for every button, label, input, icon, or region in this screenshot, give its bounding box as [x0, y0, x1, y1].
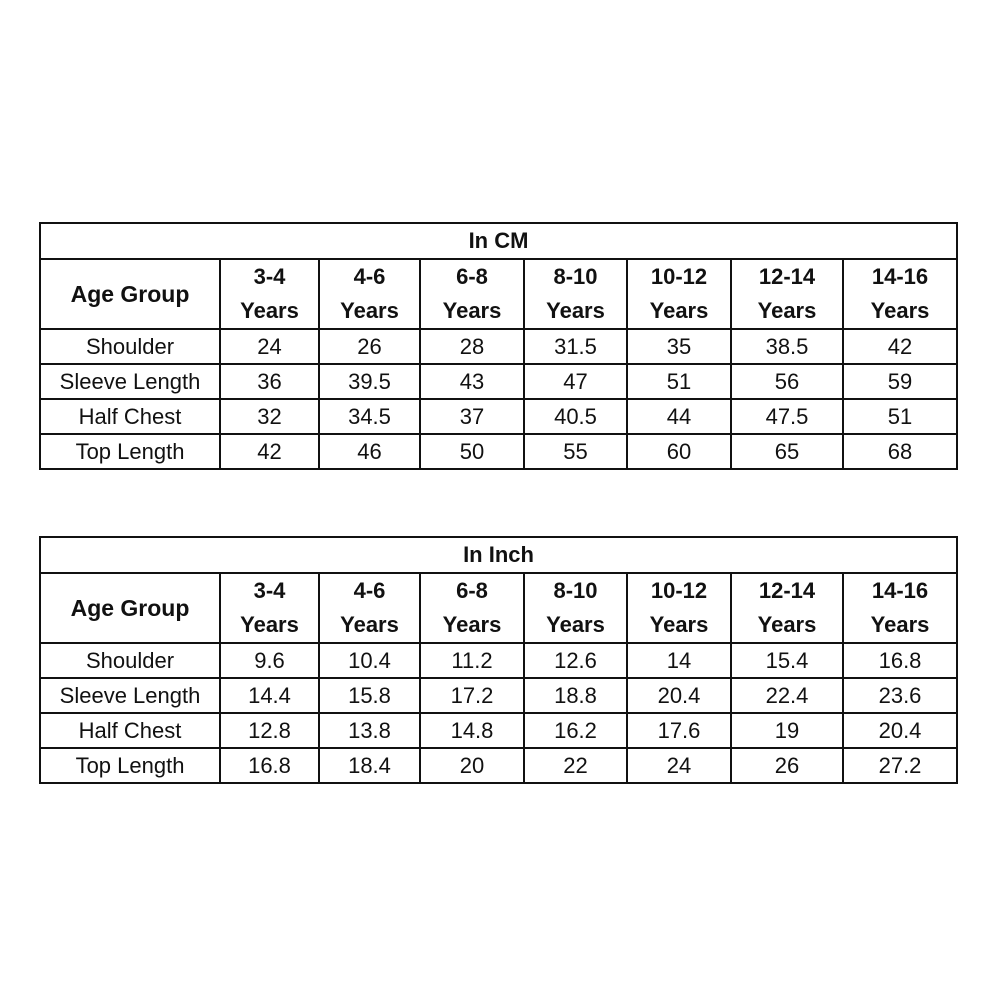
- table-cell: 26: [319, 329, 420, 364]
- column-header: 3-4 Years: [220, 259, 319, 329]
- column-header: 12-14 Years: [731, 573, 843, 643]
- table-cell: 18.4: [319, 748, 420, 783]
- row-label: Top Length: [40, 748, 220, 783]
- table-cell: 24: [627, 748, 731, 783]
- table-cell: 31.5: [524, 329, 627, 364]
- table-cell: 16.8: [843, 643, 957, 678]
- age-group-header: Age Group: [40, 573, 220, 643]
- table-cell: 32: [220, 399, 319, 434]
- table-cell: 47: [524, 364, 627, 399]
- column-header: 4-6 Years: [319, 259, 420, 329]
- row-label: Half Chest: [40, 713, 220, 748]
- row-label: Shoulder: [40, 329, 220, 364]
- table-cell: 16.8: [220, 748, 319, 783]
- row-label: Sleeve Length: [40, 678, 220, 713]
- table-cell: 40.5: [524, 399, 627, 434]
- table-cell: 20: [420, 748, 524, 783]
- header-row: [40, 573, 957, 643]
- size-table-cm: [39, 222, 958, 470]
- table-cell: 15.8: [319, 678, 420, 713]
- column-header: 8-10 Years: [524, 573, 627, 643]
- table-row: [40, 329, 957, 364]
- table-cell: 18.8: [524, 678, 627, 713]
- table-cell: 14.8: [420, 713, 524, 748]
- table-cell: 39.5: [319, 364, 420, 399]
- table-cell: 46: [319, 434, 420, 469]
- row-label: Top Length: [40, 434, 220, 469]
- table-cell: 10.4: [319, 643, 420, 678]
- header-row: [40, 259, 957, 329]
- table-row: [40, 713, 957, 748]
- column-header: 10-12 Years: [627, 259, 731, 329]
- size-table-inch: [39, 536, 958, 784]
- column-header: 10-12 Years: [627, 573, 731, 643]
- table-cell: 47.5: [731, 399, 843, 434]
- table-title: In CM: [40, 223, 957, 259]
- table-cell: 55: [524, 434, 627, 469]
- table-cell: 22.4: [731, 678, 843, 713]
- table-cell: 42: [220, 434, 319, 469]
- table-cell: 65: [731, 434, 843, 469]
- table-cell: 50: [420, 434, 524, 469]
- table-row: [40, 399, 957, 434]
- table-cell: 35: [627, 329, 731, 364]
- column-header: 4-6 Years: [319, 573, 420, 643]
- table-row: [40, 364, 957, 399]
- table-cell: 16.2: [524, 713, 627, 748]
- column-header: 8-10 Years: [524, 259, 627, 329]
- table-cell: 11.2: [420, 643, 524, 678]
- table-cell: 23.6: [843, 678, 957, 713]
- table-cell: 27.2: [843, 748, 957, 783]
- table-cell: 68: [843, 434, 957, 469]
- age-group-header: Age Group: [40, 259, 220, 329]
- table-cell: 17.6: [627, 713, 731, 748]
- table-cell: 38.5: [731, 329, 843, 364]
- table-cell: 20.4: [627, 678, 731, 713]
- table-cell: 26: [731, 748, 843, 783]
- table-cell: 14: [627, 643, 731, 678]
- table-cell: 17.2: [420, 678, 524, 713]
- table-row: [40, 643, 957, 678]
- table-row: [40, 748, 957, 783]
- table-cell: 19: [731, 713, 843, 748]
- table-cell: 12.6: [524, 643, 627, 678]
- table-cell: 51: [843, 399, 957, 434]
- table-cell: 12.8: [220, 713, 319, 748]
- row-label: Half Chest: [40, 399, 220, 434]
- row-label: Shoulder: [40, 643, 220, 678]
- table-cell: 28: [420, 329, 524, 364]
- table-cell: 60: [627, 434, 731, 469]
- table-cell: 34.5: [319, 399, 420, 434]
- column-header: 14-16 Years: [843, 573, 957, 643]
- table-cell: 36: [220, 364, 319, 399]
- column-header: 6-8 Years: [420, 573, 524, 643]
- table-cell: 24: [220, 329, 319, 364]
- table-cell: 13.8: [319, 713, 420, 748]
- table-row: [40, 678, 957, 713]
- row-label: Sleeve Length: [40, 364, 220, 399]
- table-cell: 15.4: [731, 643, 843, 678]
- table-cell: 14.4: [220, 678, 319, 713]
- table-cell: 37: [420, 399, 524, 434]
- table-cell: 56: [731, 364, 843, 399]
- column-header: 14-16 Years: [843, 259, 957, 329]
- column-header: 6-8 Years: [420, 259, 524, 329]
- table-row: [40, 434, 957, 469]
- column-header: 12-14 Years: [731, 259, 843, 329]
- table-cell: 43: [420, 364, 524, 399]
- table-cell: 42: [843, 329, 957, 364]
- table-cell: 22: [524, 748, 627, 783]
- table-cell: 51: [627, 364, 731, 399]
- table-title: In Inch: [40, 537, 957, 573]
- table-cell: 44: [627, 399, 731, 434]
- table-cell: 20.4: [843, 713, 957, 748]
- table-cell: 59: [843, 364, 957, 399]
- table-cell: 9.6: [220, 643, 319, 678]
- column-header: 3-4 Years: [220, 573, 319, 643]
